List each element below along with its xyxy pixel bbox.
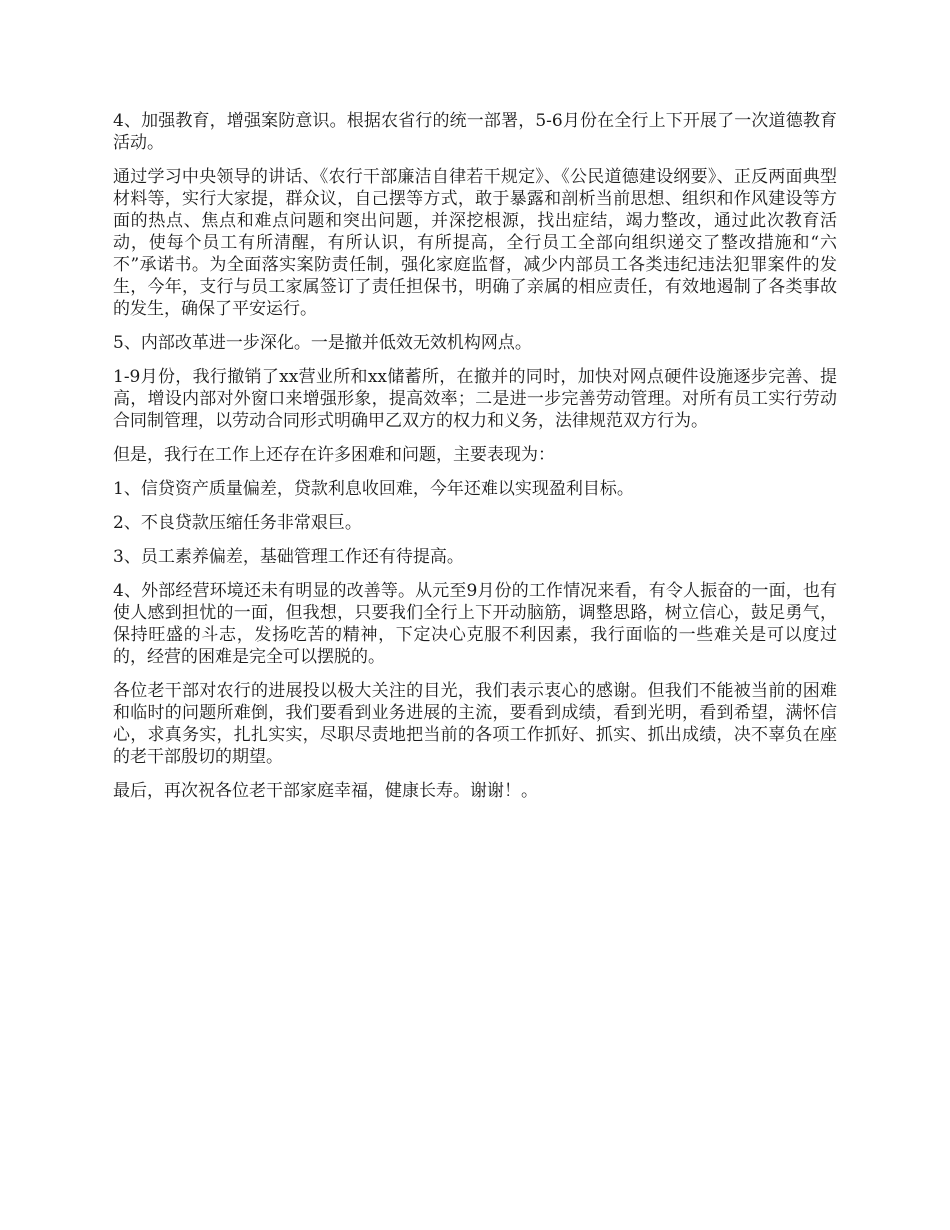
paragraph-education: 4、加强教育，增强案防意识。根据农省行的统一部署，5-6月份在全行上下开展了一次道德教育活动。 bbox=[113, 111, 837, 153]
paragraph-problem-3: 3、员工素养偏差，基础管理工作还有待提高。 bbox=[113, 547, 464, 567]
paragraph-thanks: 各位老干部对农行的进展投以极大关注的目光，我们表示衷心的感谢。但我们不能被当前的困难和临时的问题所难倒，我们要看到业务进展的主流，要看到成绩，看到光明，看到希望，满怀信心，求真务实，扎扎实实，尽职尽责地把当前的各项工作抓好、抓实、抓出成绩，决不辜负在座的老干部殷切的期望。 bbox=[113, 681, 837, 767]
paragraph-problem-1: 1、信贷资产质量偏差，贷款利息收回难，今年还难以实现盈利目标。 bbox=[113, 479, 634, 499]
paragraph-reform: 5、内部改革进一步深化。一是撤并低效无效机构网点。 bbox=[113, 333, 532, 353]
document-body bbox=[113, 110, 837, 814]
paragraph-closing: 最后，再次祝各位老干部家庭幸福，健康长寿。谢谢！。 bbox=[113, 781, 538, 801]
paragraph-reform-detail: 1-9月份，我行撤销了xx营业所和xx储蓄所，在撤并的同时，加快对网点硬件设施逐步完善、提高，增设内部对外窗口来增强形象，提高效率；二是进一步完善劳动管理。对所有员工实行劳动合同制管理，以劳动合同形式明确甲乙双方的权力和义务，法律规范双方行为。 bbox=[113, 367, 837, 431]
paragraph-problems-intro: 但是，我行在工作上还存在许多困难和问题，主要表现为： bbox=[113, 445, 555, 465]
paragraph-problem-4: 4、外部经营环境还未有明显的改善等。从元至9月份的工作情况来看，有令人振奋的一面，也有使人感到担忧的一面，但我想，只要我们全行上下开动脑筋，调整思路，树立信心，鼓足勇气，保持旺盛的斗志，发扬吃苦的精神，下定决心克服不利因素，我行面临的一些难关是可以度过的，经营的困难是完全可以摆脱的。 bbox=[113, 581, 837, 667]
paragraph-education-detail: 通过学习中央领导的讲话、《农行干部廉洁自律若干规定》、《公民道德建设纲要》、正反两面典型材料等，实行大家提，群众议，自己摆等方式，敢于暴露和剖析当前思想、组织和作风建设等方面的热点、焦点和难点问题和突出问题，并深挖根源，找出症结，竭力整改，通过此次教育活动，使每个员工有所清醒，有所认识，有所提高，全行员工全部向组织递交了整改措施和“六不”承诺书。为全面落实案防责任制，强化家庭监督，减少内部员工各类违纪违法犯罪案件的发生，今年，支行与员工家属签订了责任担保书，明确了亲属的相应责任，有效地遏制了各类事故的发生，确保了平安运行。 bbox=[113, 167, 837, 319]
paragraph-problem-2: 2、不良贷款压缩任务非常艰巨。 bbox=[113, 513, 362, 533]
